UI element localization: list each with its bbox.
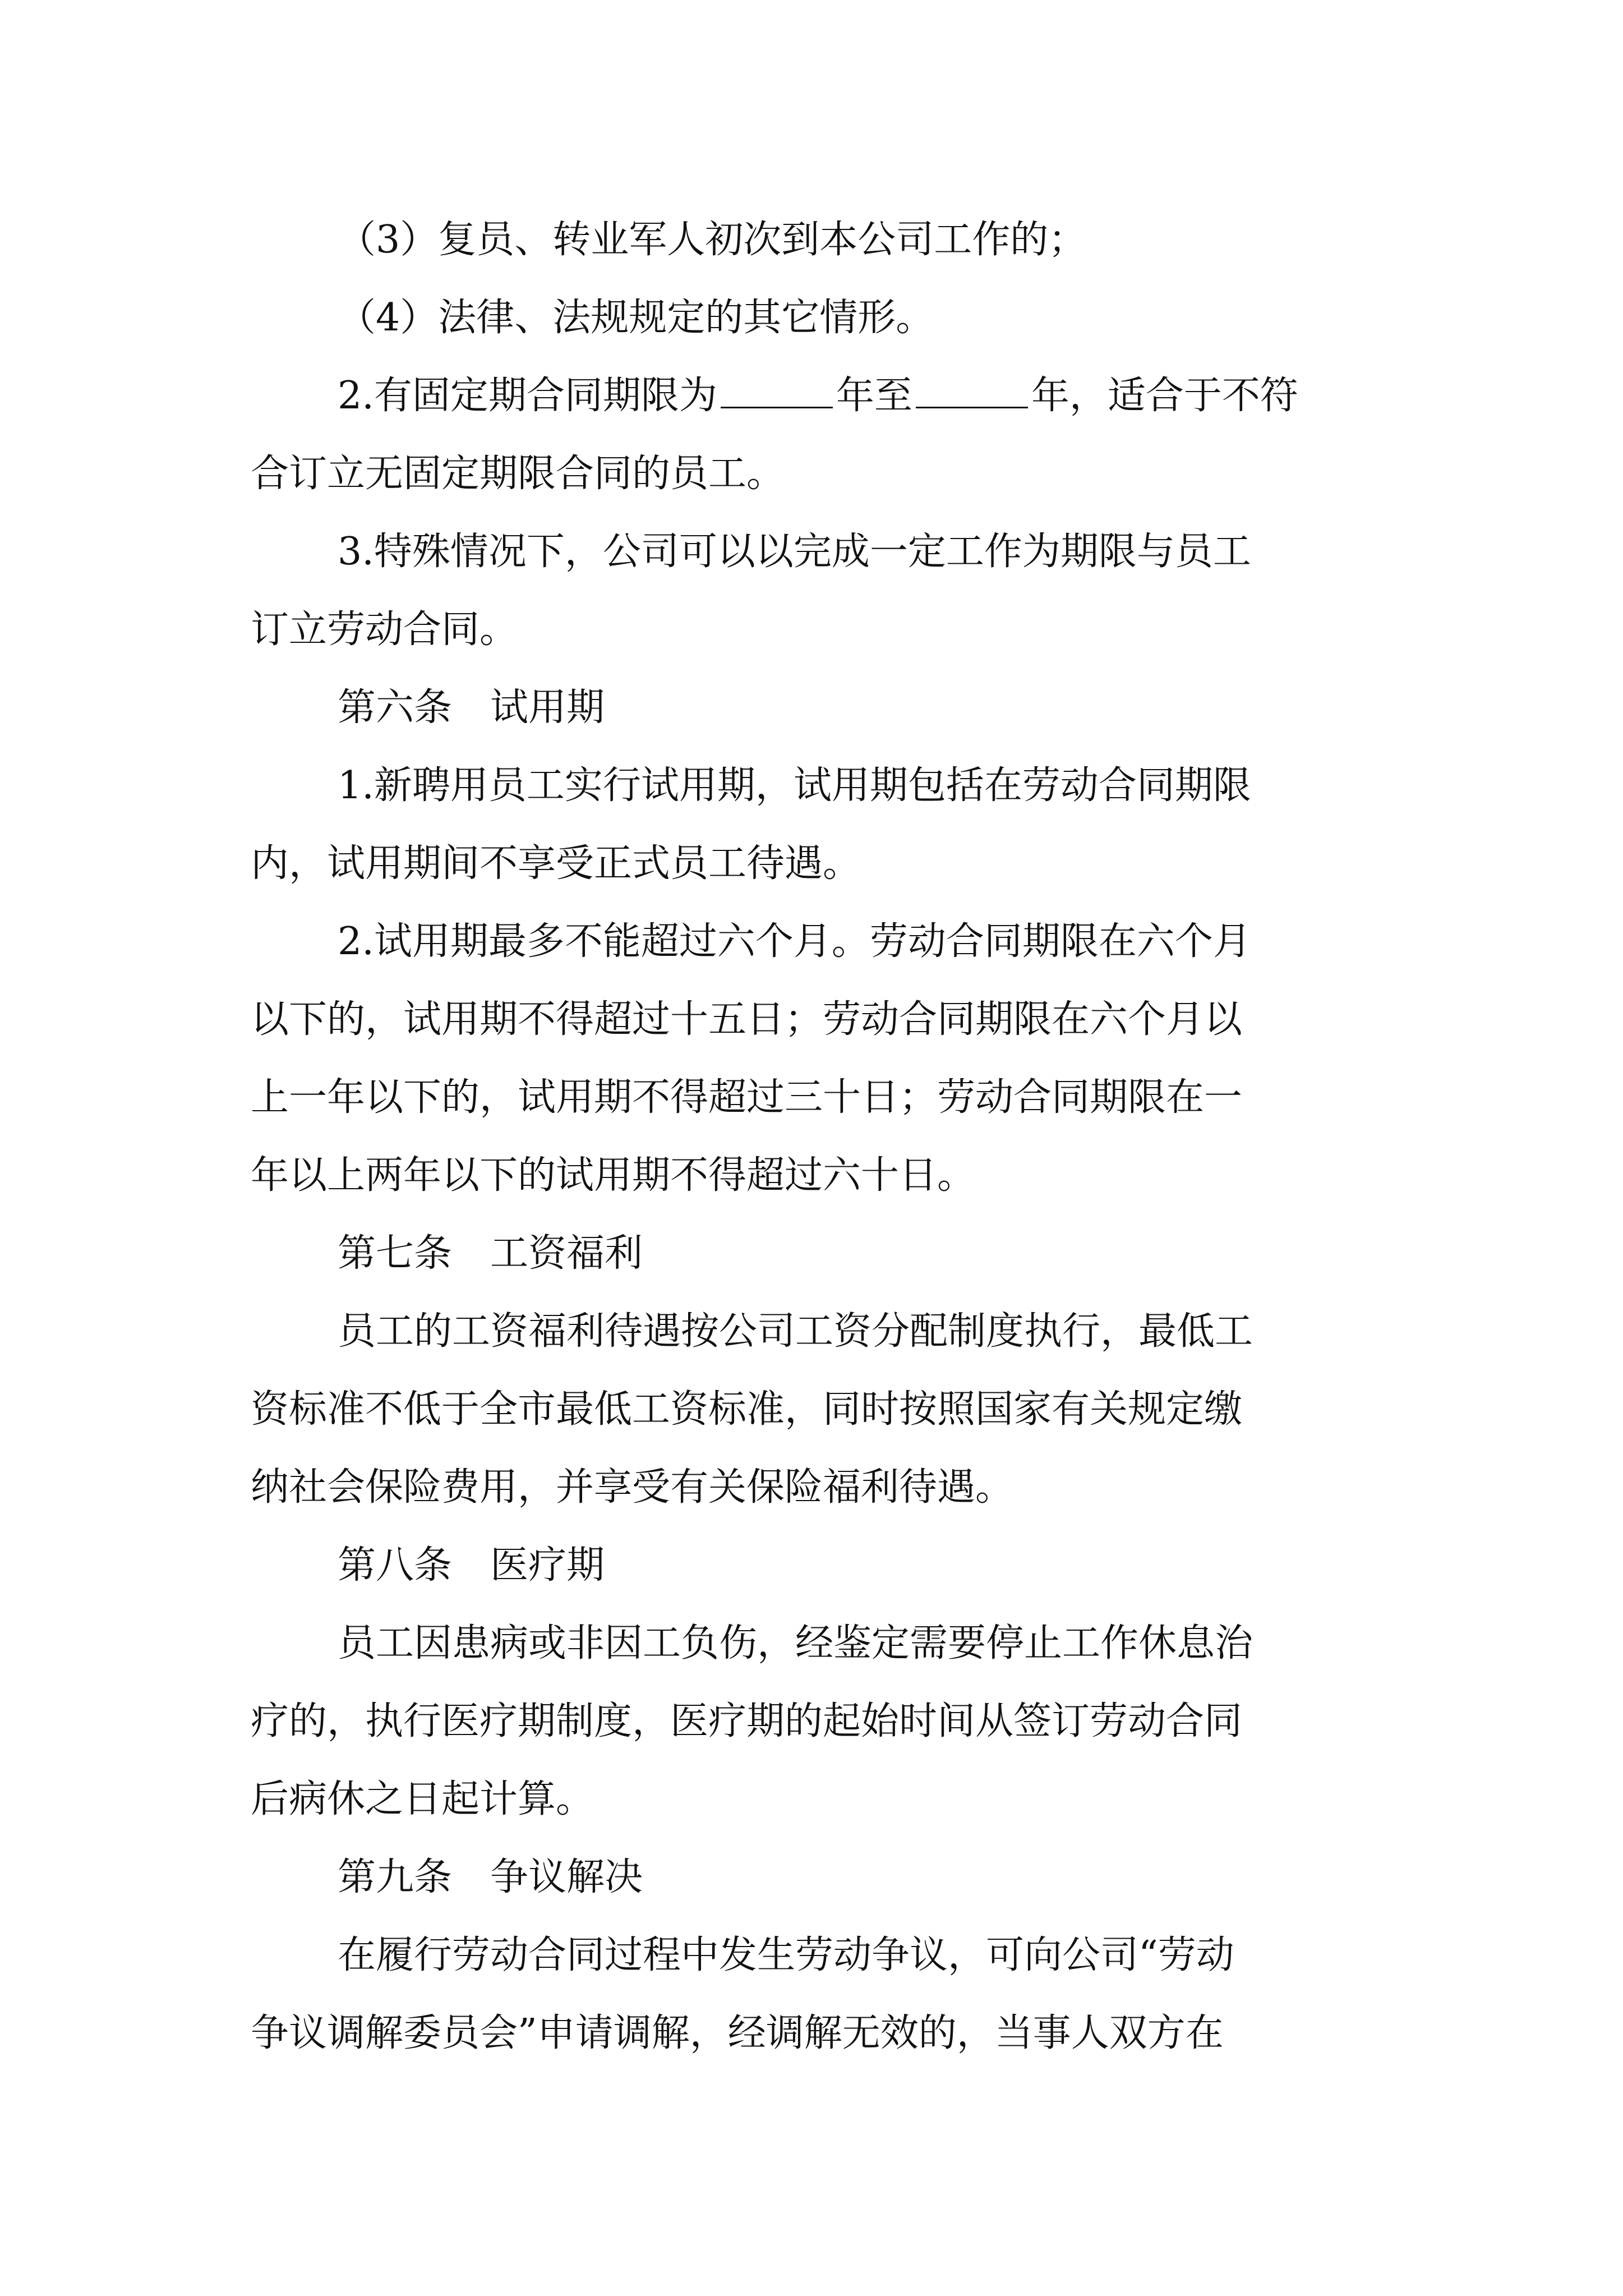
article-6-p2-line-1: 2.试用期最多不能超过六个月。劳动合同期限在六个月 xyxy=(338,919,1251,964)
article-8-title: 医疗期 xyxy=(490,1543,605,1588)
article-9-line-1: 在履行劳动合同过程中发生劳动争议，可向公司“劳动 xyxy=(338,1933,1234,1977)
article-7-number: 第七条 xyxy=(338,1231,453,1276)
item-3-text: （3）复员、转业军人初次到本公司工作的； xyxy=(338,218,1087,262)
article-7-title: 工资福利 xyxy=(490,1231,643,1276)
article-7-line-1: 员工的工资福利待遇按公司工资分配制度执行，最低工 xyxy=(338,1309,1253,1354)
fill-in-blank-end-year[interactable] xyxy=(916,373,1028,408)
article-7-line-2: 资标准不低于全市最低工资标准，同时按照国家有关规定缴 xyxy=(251,1387,1243,1432)
article-7-line-3: 纳社会保险费用，并享受有关保险福利待遇。 xyxy=(251,1465,1014,1510)
article-7-heading xyxy=(338,1227,643,1281)
article-6-heading xyxy=(338,681,605,735)
clause-2-suffix: 年，适合于不符 xyxy=(1031,374,1298,418)
article-6-p1-line-2: 内，试用期间不享受正式员工待遇。 xyxy=(251,841,861,886)
article-6-number: 第六条 xyxy=(338,685,453,730)
fill-in-blank-start-year[interactable] xyxy=(721,373,833,408)
clause-3-line-1: 3.特殊情况下，公司可以以完成一定工作为期限与员工 xyxy=(338,530,1251,574)
article-9-number: 第九条 xyxy=(338,1855,453,1899)
article-6-title: 试用期 xyxy=(490,685,605,730)
article-9-title: 争议解决 xyxy=(490,1855,643,1899)
article-6-p2-line-2: 以下的，试用期不得超过十五日；劳动合同期限在六个月以 xyxy=(251,997,1243,1042)
article-9-line-2: 争议调解委员会”申请调解，经调解无效的，当事人双方在 xyxy=(251,2011,1224,2055)
article-8-number: 第八条 xyxy=(338,1543,453,1588)
clause-2-line-1 xyxy=(338,369,1298,423)
item-4-text: （4）法律、法规规定的其它情形。 xyxy=(338,296,934,340)
clause-2-prefix: 2.有固定期合同期限为 xyxy=(338,374,717,418)
article-8-line-3: 后病休之日起计算。 xyxy=(251,1777,594,1821)
article-6-p2-line-3: 上一年以下的，试用期不得超过三十日；劳动合同期限在一 xyxy=(251,1075,1243,1120)
clause-3-line-2: 订立劳动合同。 xyxy=(251,608,518,652)
clause-2-line-2: 合订立无固定期限合同的员工。 xyxy=(251,452,785,496)
article-8-heading xyxy=(338,1539,605,1593)
article-9-heading xyxy=(338,1851,643,1904)
article-6-p1-line-1: 1.新聘用员工实行试用期，试用期包括在劳动合同期限 xyxy=(338,763,1251,808)
article-8-line-1: 员工因患病或非因工负伤，经鉴定需要停止工作休息治 xyxy=(338,1621,1253,1665)
article-8-line-2: 疗的，执行医疗期制度，医疗期的起始时间从签订劳动合同 xyxy=(251,1699,1243,1743)
article-6-p2-line-4: 年以上两年以下的试用期不得超过六十日。 xyxy=(251,1153,976,1198)
clause-2-mid: 年至 xyxy=(836,374,912,418)
